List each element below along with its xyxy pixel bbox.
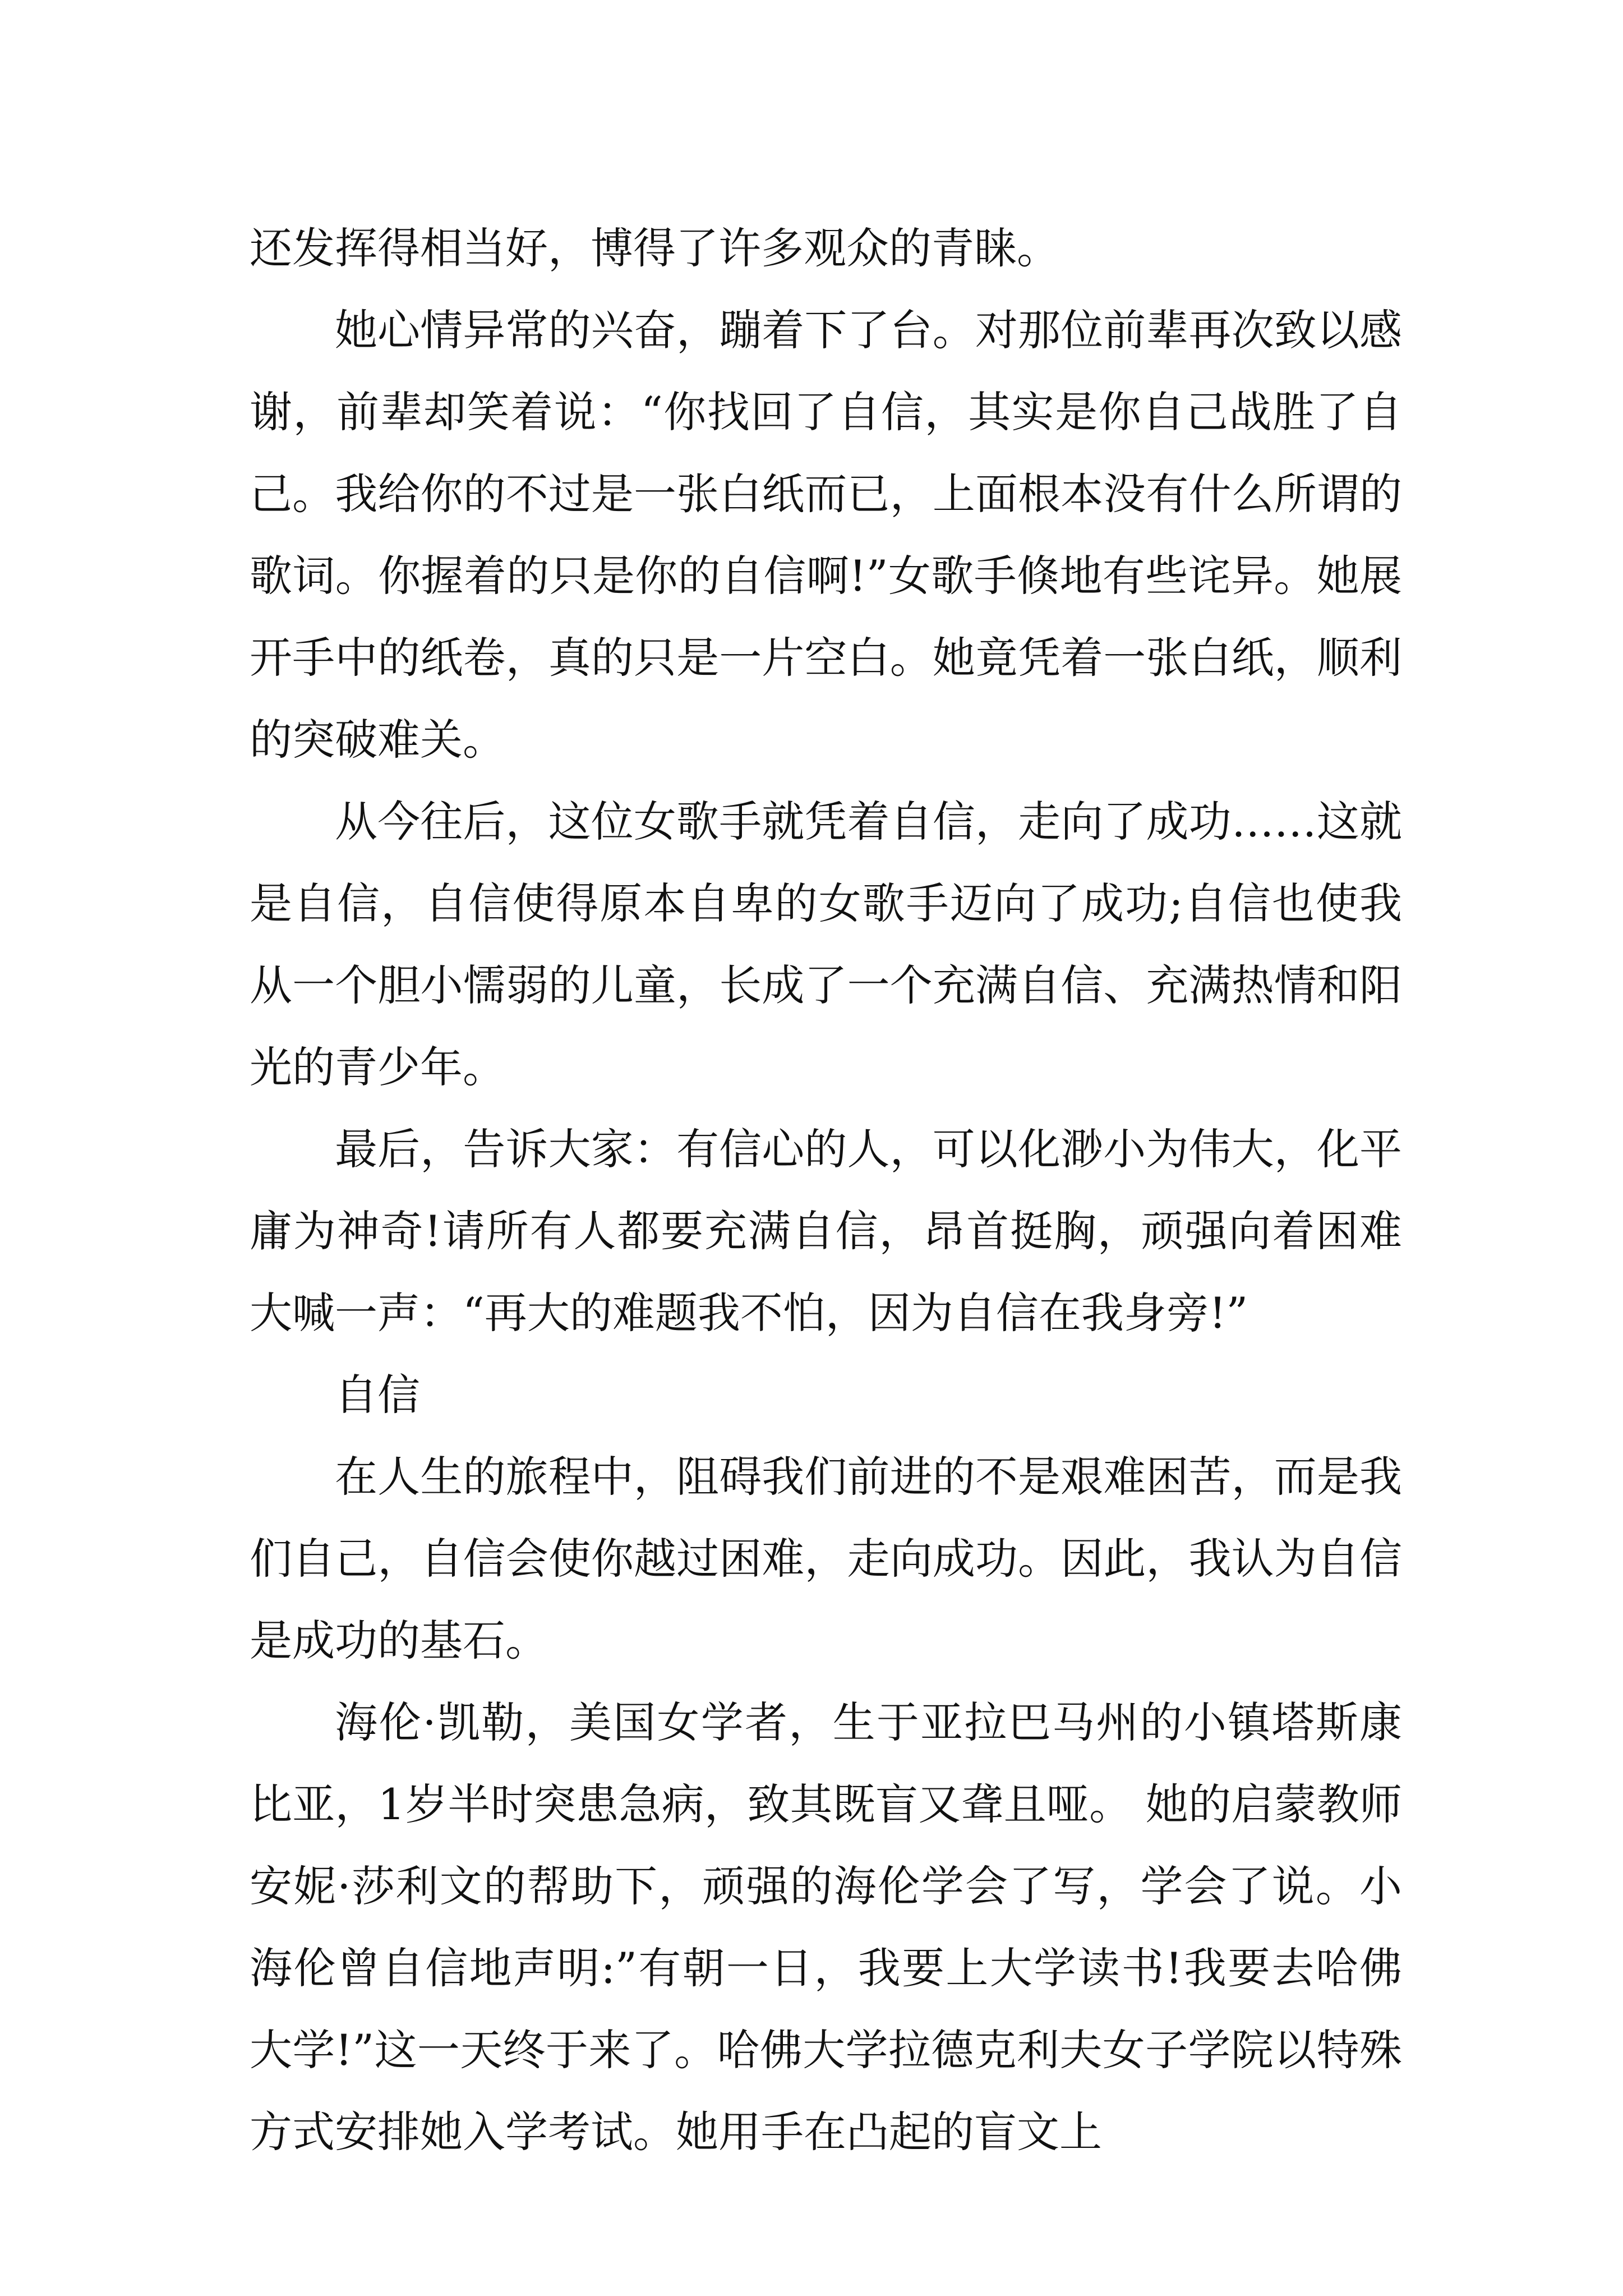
essay-title: 自信: [335, 1370, 420, 1420]
document-body: [250, 208, 1402, 2173]
paragraph-continued: 还发挥得相当好，博得了许多观众的青睐。: [250, 223, 1059, 273]
paragraph-intro: 在人生的旅程中，阻碍我们前进的不是艰难困苦，而是我们自己，自信会使你越过困难，走向成功。因此，我认为自信是成功的基石。: [250, 1452, 1402, 1665]
paragraph-singer-success: 从今往后，这位女歌手就凭着自信，走向了成功……这就是自信，自信使得原本自卑的女歌手迈向了成功;自信也使我从一个胆小懦弱的儿童，长成了一个充满自信、充满热情和阳光的青少年。: [250, 797, 1402, 1092]
paragraph-helen-keller: 海伦·凯勒，美国女学者，生于亚拉巴马州的小镇塔斯康比亚，1岁半时突患急病，致其既盲又聋且哑。 她的启蒙教师安妮·莎利文的帮助下，顽强的海伦学会了写，学会了说。小海伦曾自信地声明:”有朝一日，我要上大学读书!我要去哈佛大学!”这一天终于来了。哈佛大学拉德克利夫女子学院以特殊方式安排她入学考试。她用手在凸起的盲文上: [250, 1697, 1402, 2157]
paragraph-singer-thanks: 她心情异常的兴奋，蹦着下了台。对那位前辈再次致以感谢，前辈却笑着说：“你找回了自信，其实是你自己战胜了自己。我给你的不过是一张白纸而已，上面根本没有什么所谓的歌词。你握着的只是你的自信啊!”女歌手倏地有些诧异。她展开手中的纸卷，真的只是一片空白。她竟凭着一张白纸，顺利的突破难关。: [250, 305, 1402, 765]
paragraph-conclusion: 最后，告诉大家：有信心的人，可以化渺小为伟大，化平庸为神奇!请所有人都要充满自信，昂首挺胸，顽强向着困难大喊一声：“再大的难题我不怕，因为自信在我身旁!”: [250, 1124, 1402, 1338]
